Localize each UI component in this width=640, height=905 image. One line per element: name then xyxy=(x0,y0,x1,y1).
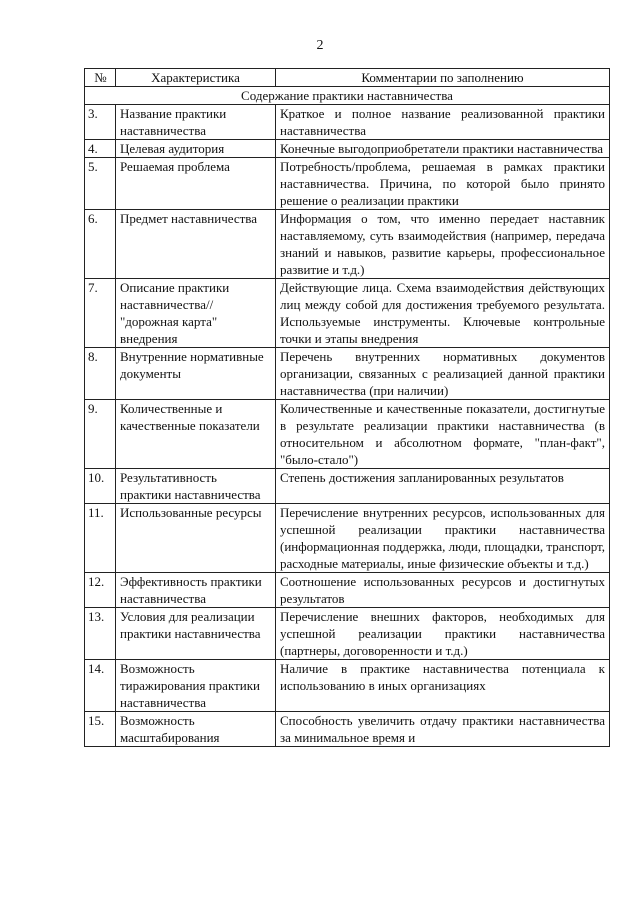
row-comment: Степень достижения запланированных результатов xyxy=(276,469,610,504)
row-number: 5. xyxy=(85,158,116,210)
row-number: 4. xyxy=(85,140,116,158)
row-number: 9. xyxy=(85,400,116,469)
table-row xyxy=(85,660,610,712)
row-comment: Перечисление внешних факторов, необходимых для успешной реализации практики наставничества (партнеры, договоренности и т.д.) xyxy=(276,608,610,660)
row-number: 15. xyxy=(85,712,116,747)
row-comment: Количественные и качественные показатели, достигнутые в результате реализации практики наставничества (в относительном и абсолютном формате, "план-факт", "было-стало") xyxy=(276,400,610,469)
row-characteristic: Внутренние нормативные документы xyxy=(116,348,276,400)
row-number: 14. xyxy=(85,660,116,712)
row-characteristic: Возможность масштабирования xyxy=(116,712,276,747)
row-characteristic: Количественные и качественные показатели xyxy=(116,400,276,469)
row-comment: Перечень внутренних нормативных документов организации, связанных с реализацией данной практики наставничества (при наличии) xyxy=(276,348,610,400)
row-characteristic: Целевая аудитория xyxy=(116,140,276,158)
table-row xyxy=(85,105,610,140)
row-characteristic: Результативность практики наставничества xyxy=(116,469,276,504)
row-comment: Информация о том, что именно передает наставник наставляемому, суть взаимодействия (например, передача знаний и навыков, развитие карьеры, профессиональное развитие и т.д.) xyxy=(276,210,610,279)
page-number: 2 xyxy=(316,38,324,53)
table-row xyxy=(85,158,610,210)
row-number: 12. xyxy=(85,573,116,608)
row-characteristic: Условия для реализации практики наставничества xyxy=(116,608,276,660)
row-characteristic: Возможность тиражирования практики наставничества xyxy=(116,660,276,712)
guidelines-table xyxy=(84,68,610,747)
row-characteristic: Название практики наставничества xyxy=(116,105,276,140)
row-number: 10. xyxy=(85,469,116,504)
row-comment: Краткое и полное название реализованной практики наставничества xyxy=(276,105,610,140)
row-number: 11. xyxy=(85,504,116,573)
row-number: 3. xyxy=(85,105,116,140)
row-comment: Потребность/проблема, решаемая в рамках практики наставничества. Причина, по которой было принято решение о реализации практики xyxy=(276,158,610,210)
row-comment: Соотношение использованных ресурсов и достигнутых результатов xyxy=(276,573,610,608)
row-number: 13. xyxy=(85,608,116,660)
table-row xyxy=(85,210,610,279)
table-row xyxy=(85,712,610,747)
table-row xyxy=(85,469,610,504)
table-row xyxy=(85,608,610,660)
row-number: 7. xyxy=(85,279,116,348)
table-row xyxy=(85,348,610,400)
header-comments: Комментарии по заполнению xyxy=(276,69,610,87)
row-number: 8. xyxy=(85,348,116,400)
table-row xyxy=(85,504,610,573)
table-row xyxy=(85,573,610,608)
table-header-row xyxy=(85,69,610,87)
row-number: 6. xyxy=(85,210,116,279)
header-characteristic: Характеристика xyxy=(116,69,276,87)
row-characteristic: Эффективность практики наставничества xyxy=(116,573,276,608)
row-comment: Перечисление внутренних ресурсов, использованных для успешной реализации практики наставничества (информационная поддержка, люди, площадки, транспорт, расходные материалы, иные физические объекты и т.д.) xyxy=(276,504,610,573)
row-comment: Действующие лица. Схема взаимодействия действующих лиц между собой для достижения требуемого результата. Используемые инструменты. Ключевые контрольные точки и этапы внедрения xyxy=(276,279,610,348)
row-characteristic: Решаемая проблема xyxy=(116,158,276,210)
row-characteristic: Использованные ресурсы xyxy=(116,504,276,573)
table-row xyxy=(85,400,610,469)
table-row xyxy=(85,140,610,158)
row-comment: Способность увеличить отдачу практики наставничества за минимальное время и xyxy=(276,712,610,747)
section-row xyxy=(85,87,610,105)
section-title: Содержание практики наставничества xyxy=(85,87,610,105)
table-row xyxy=(85,279,610,348)
row-characteristic: Предмет наставничества xyxy=(116,210,276,279)
row-comment: Наличие в практике наставничества потенциала к использованию в иных организациях xyxy=(276,660,610,712)
row-characteristic: Описание практики наставничества// "дорожная карта" внедрения xyxy=(116,279,276,348)
header-num: № xyxy=(85,69,116,87)
row-comment: Конечные выгодоприобретатели практики наставничества xyxy=(276,140,610,158)
